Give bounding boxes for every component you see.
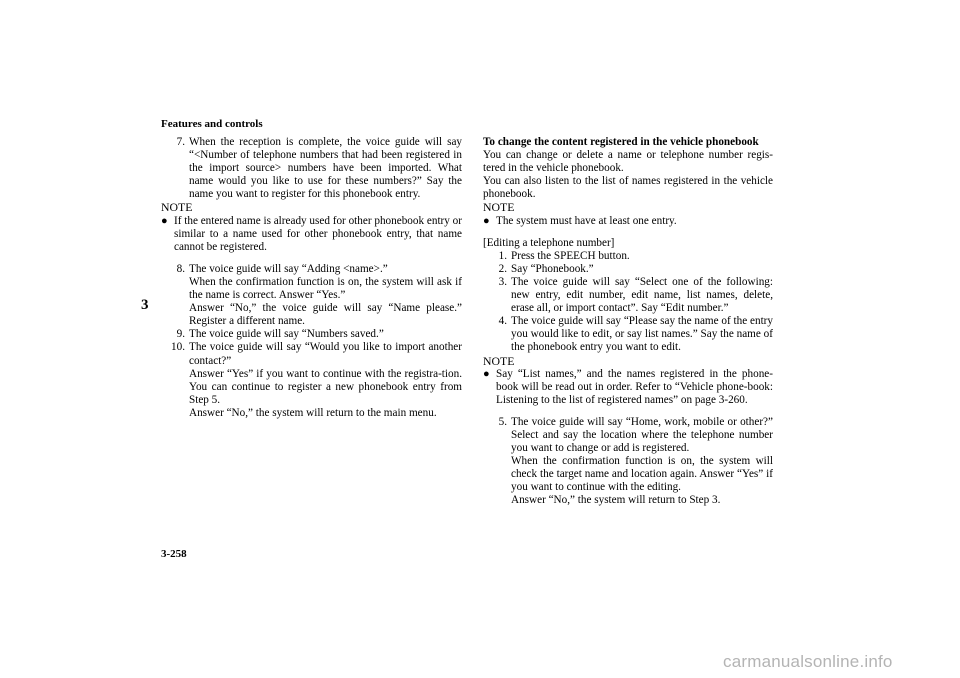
step-text: The voice guide will say “Would you like to import another contact?”: [189, 341, 462, 367]
step-3: [483, 276, 773, 315]
step-text: Say “Phonebook.”: [511, 262, 594, 275]
step-9: [161, 328, 462, 341]
step-text: Press the SPEECH button.: [511, 249, 630, 262]
step-text: Answer “No,” the system will return to the main menu.: [189, 406, 437, 419]
bullet-icon: ●: [483, 214, 490, 227]
step-text: When the confirmation function is on, the system will check the target name and location again. Answer “Yes” if you want to continue with the editing.: [511, 455, 773, 494]
right-column: [483, 136, 773, 508]
note-text: Say “List names,” and the names registered in the phone-book will be read out in order. Refer to “Vehicle phone-book: Listening to the list of registered names” on page 3-260.: [496, 367, 773, 406]
step-number: 7.: [176, 136, 185, 148]
step-number: 3.: [498, 275, 507, 288]
step-text: Answer “Yes” if you want to continue with the registra-tion. You can continue to register a new phonebook entry from Step 5.: [189, 367, 462, 406]
step-text: The voice guide will say “Adding <name>.”: [189, 262, 388, 275]
step-number: 8.: [176, 262, 185, 275]
page-number: 3-258: [161, 548, 187, 560]
intro-text: You can also listen to the list of names registered in the vehicle phonebook.: [483, 175, 773, 201]
section-heading: To change the content registered in the vehicle phonebook: [483, 136, 759, 148]
note-bullet: [161, 215, 462, 254]
subheading: [Editing a telephone number]: [483, 236, 615, 249]
step-text: Answer “No,” the system will return to Step 3.: [511, 494, 721, 507]
step-7: [161, 136, 462, 201]
step-number: 9.: [176, 328, 185, 341]
page-header-title: Features and controls: [161, 118, 263, 130]
bullet-icon: ●: [483, 367, 490, 380]
step-text: The voice guide will say “Please say the name of the entry you would like to edit, or say list names.” Say the name of the phonebook entry you want to edit.: [511, 315, 773, 354]
section-number: 3: [141, 297, 149, 313]
step-text: The voice guide will say “Home, work, mobile or other?” Select and say the location where the telephone number you want to change or add is registered.: [511, 415, 773, 455]
step-number: 10.: [171, 341, 185, 354]
note-label: NOTE: [483, 353, 515, 368]
note-text: If the entered name is already used for other phonebook entry or similar to a name used for other phonebook entry, that name cannot be registered.: [174, 214, 462, 253]
watermark: carmanualsonline.info: [723, 652, 893, 671]
step-number: 4.: [498, 315, 507, 328]
note-bullet: [483, 215, 773, 228]
step-text: The voice guide will say “Numbers saved.”: [189, 328, 384, 341]
intro-text: You can change or delete a name or telephone number regis-tered in the vehicle phonebook.: [483, 149, 773, 175]
step-text: When the confirmation function is on, the system will ask if the name is correct. Answer “Yes.”: [189, 275, 462, 302]
step-text: When the reception is complete, the voice guide will say “<Number of telephone numbers that had been registered in the import source> numbers have been imported. What name would you like to use for these numbers?” Say the name you want to register for this phonebook entry.: [189, 136, 462, 201]
note-label: NOTE: [161, 200, 193, 215]
note-text: The system must have at least one entry.: [496, 214, 677, 227]
step-number: 2.: [498, 262, 507, 275]
step-8: [161, 263, 462, 328]
step-number: 1.: [498, 249, 507, 262]
left-column: [161, 136, 462, 420]
step-2: [483, 263, 773, 276]
note-bullet: [483, 368, 773, 407]
step-1: [483, 250, 773, 263]
step-number: 5.: [498, 415, 507, 428]
step-4: [483, 315, 773, 354]
bullet-icon: ●: [161, 214, 168, 227]
note-label: NOTE: [483, 200, 515, 215]
step-text: The voice guide will say “Select one of the following: new entry, edit number, edit name, list names, delete, erase all, or import contact”. Say “Edit number.”: [511, 275, 773, 315]
step-5: [483, 416, 773, 508]
step-10: [161, 341, 462, 420]
step-text: Answer “No,” the voice guide will say “Name please.” Register a different name.: [189, 302, 462, 328]
